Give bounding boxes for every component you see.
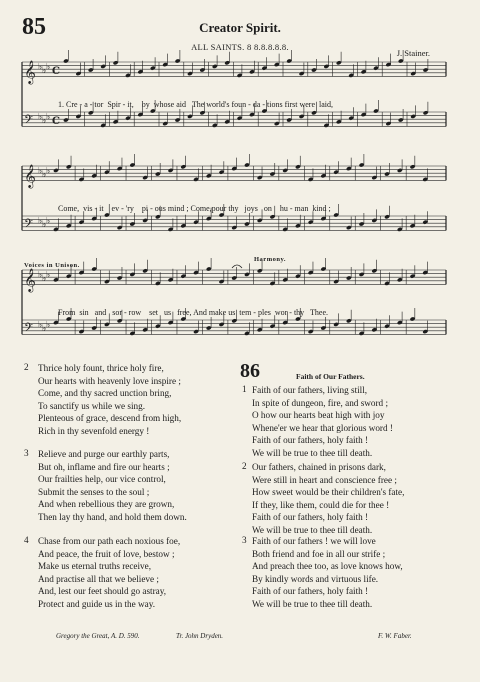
clef-mark: 𝄢 (24, 113, 34, 130)
verse-line: Rich in thy sevenfold energy ! (38, 425, 150, 436)
clef-mark: 𝄢 (24, 217, 34, 234)
footer-author-86: F. W. Faber. (378, 632, 412, 640)
key-flat: ♭ (42, 274, 47, 284)
verse-number: 1 (242, 384, 247, 394)
verse-line: Protect and guide us in the way. (38, 598, 156, 609)
clef-mark: 𝄞 (24, 267, 36, 292)
verse-3-text (38, 448, 187, 524)
key-flat: ♭ (38, 62, 43, 73)
verse-line: But oh, inflame and fire our hearts ; (38, 461, 170, 472)
key-flat: ♭ (38, 320, 43, 331)
time-signature: C (52, 115, 60, 127)
key-flat: ♭ (46, 320, 51, 331)
verse-4-text (38, 535, 180, 611)
verse-line: By kindly words and virtuous life. (252, 573, 379, 584)
hymn-title-86: Faith of Our Fathers. (296, 372, 365, 381)
fermata-mark (232, 265, 242, 268)
verse-line: And, lest our feet should go astray, (38, 586, 167, 597)
key-flat: ♭ (38, 270, 43, 281)
key-flat: ♭ (46, 270, 51, 281)
verse-line: Our hearts with heavenly love inspire ; (38, 375, 181, 386)
verse-line: If they, like them, could die for thee ! (252, 499, 390, 510)
hymn-title-85: Creator Spirit. (199, 20, 281, 35)
verse-line: Both friend and foe in all our strife ; (252, 548, 386, 559)
verse-line: We will be true to thee till death. (252, 598, 373, 609)
key-flat: ♭ (46, 166, 51, 177)
key-flat: ♭ (42, 66, 47, 76)
key-flat: ♭ (38, 112, 43, 123)
verse-line: And when rebellious they are grown, (38, 499, 175, 510)
key-flat: ♭ (38, 166, 43, 177)
footer-author: Gregory the Great, A. D. 590. (56, 632, 140, 640)
key-flat: ♭ (42, 170, 47, 180)
verse-line: And practise all that we believe ; (38, 573, 159, 584)
verse-line: Were still in heart and conscience free ; (252, 474, 397, 485)
verse-line: Come, and thy sacred unction bring, (38, 388, 172, 399)
verse-line: We will be true to thee till death. (252, 524, 373, 535)
label-voices-in-unison: Voices in Unison. (24, 262, 80, 269)
verse-line: And peace, the fruit of love, bestow ; (38, 548, 175, 559)
verse-line: O how our hearts beat high with joy (252, 410, 385, 421)
verse-line: Thrice holy fount, thrice holy fire, (38, 363, 164, 373)
lyric-line-3: From sin and sor - row set us free, And make us tem - ples wor - thy Thee. (58, 308, 329, 317)
lyric-line-1: 1. Cre - a - tor Spir - it, by whose aid The world's foun - da - tions first were laid, (58, 100, 334, 109)
verse-2-text (38, 362, 181, 438)
key-flat: ♭ (46, 112, 51, 123)
tune-name: ALL SAINTS. 8 8.8.8.8.8. (191, 42, 289, 52)
verse-line: Make us eternal truths receive, (38, 561, 152, 572)
hymn-number-86: 86 (240, 360, 260, 382)
verse-number: 2 (24, 362, 29, 372)
footer-translator: Tr. John Dryden. (176, 632, 224, 640)
verse-line: Our frailties help, our vice control, (38, 474, 166, 485)
verse-line: Submit the senses to the soul ; (38, 486, 150, 497)
verse-line: Our fathers, chained in prisons dark, (252, 462, 386, 472)
verse-line: Faith of our fathers, holy faith ! (252, 435, 369, 446)
label-harmony: Harmony. (254, 256, 286, 263)
clef-mark: 𝄢 (24, 321, 34, 338)
key-flat: ♭ (38, 216, 43, 227)
verse-number: 2 (242, 461, 247, 471)
key-flat: ♭ (42, 116, 47, 126)
verse-number: 3 (24, 448, 29, 458)
key-flat: ♭ (42, 324, 47, 334)
verse-line: And preach thee too, as love knows how, (252, 561, 403, 572)
key-flat: ♭ (46, 62, 51, 73)
verse-line: Then lay thy hand, and hold them down. (38, 511, 187, 522)
clef-mark: 𝄞 (24, 163, 36, 188)
key-flat: ♭ (46, 216, 51, 227)
verse-2-text (252, 461, 404, 537)
verse-1-text (252, 384, 393, 460)
verse-line: To sanctify us while we sing. (38, 400, 146, 411)
lyric-line-2: Come, vis - it ev - 'ry pi - ous mind ; Come,pour thy joys on hu - man kind ; (58, 204, 331, 213)
verse-number: 4 (24, 535, 29, 545)
composer: J. Stainer. (396, 48, 430, 58)
hymn-number-85: 85 (22, 14, 46, 40)
verse-line: Whene'er we hear that glorious word ! (252, 422, 393, 433)
clef-mark: 𝄞 (24, 59, 36, 84)
verse-line: We will be true to thee till death. (252, 447, 373, 458)
time-signature: C (52, 65, 60, 77)
verse-3-text (252, 535, 403, 611)
verse-line: Faith of our fathers ! we will love (252, 536, 376, 546)
verse-line: Relieve and purge our earthly parts, (38, 449, 170, 459)
verse-line: Faith of our fathers, holy faith ! (252, 512, 369, 523)
key-flat: ♭ (42, 220, 47, 230)
verse-line: Faith of our fathers, living still, (252, 385, 368, 395)
verse-line: Plenteous of grace, descend from high, (38, 413, 182, 424)
verse-line: How sweet would be their children's fate, (252, 487, 405, 498)
verse-line: Chase from our path each noxious foe, (38, 536, 181, 546)
verse-line: In spite of dungeon, fire, and sword ; (252, 397, 388, 408)
verse-line: Faith of our fathers, holy faith ! (252, 586, 369, 597)
verse-number: 3 (242, 535, 247, 545)
